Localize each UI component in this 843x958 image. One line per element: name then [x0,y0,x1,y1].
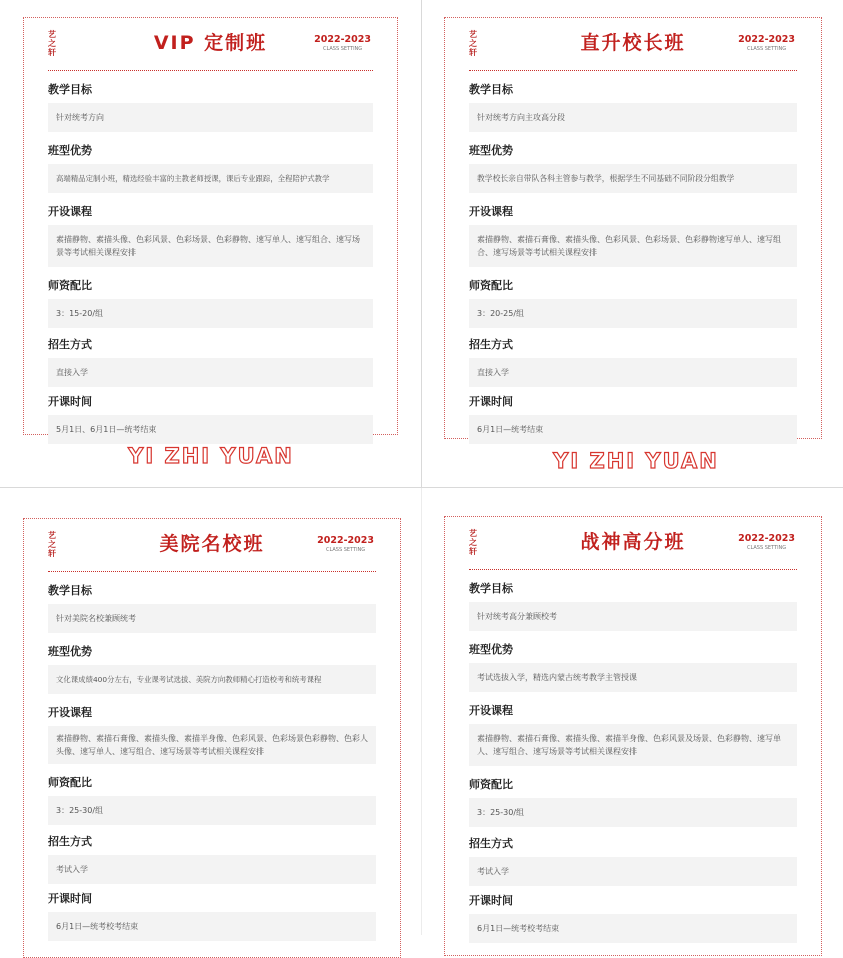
year-badge: 2022-2023 CLASS SETTING [738,34,795,52]
section-enrollment: 招生方式 直接入学 [469,336,797,387]
class-card-principal [444,17,822,439]
section-teacher-ratio: 师资配比 3：25-30/组 [48,774,376,825]
card-header [48,18,373,71]
section-start-time: 开课时间 6月1日—统考结束 [469,393,797,444]
section-start-time: 开课时间 5月1日、6月1日—统考结束 [48,393,373,444]
brand-logo: 艺 之 轩 [469,29,477,57]
section-teacher-ratio: 师资配比 3：15-20/组 [48,277,373,328]
section-class-advantage: 班型优势 考试选拔入学，精选内蒙古统考教学主管授课 [469,641,797,692]
brand-logo: 艺 之 轩 [48,530,56,558]
card-header [469,517,797,570]
section-teaching-goal: 教学目标 针对统考方向主攻高分段 [469,81,797,132]
section-courses: 开设课程 素描静物、素描石膏像、素描头像、素描半身像、色彩风景、色彩场景色彩静物、色彩人头像、速写单人、速写组合、速写场景等考试相关课程安排 [48,704,376,764]
card-header [469,18,797,71]
section-enrollment: 招生方式 考试入学 [48,833,376,884]
section-courses: 开设课程 素描静物、素描石膏像、素描头像、素描半身像、色彩风景及场景、色彩静物、速写单人、速写组合、速写场景等考试相关课程安排 [469,702,797,766]
card-header [48,519,376,572]
card-title: 战神高分班 [580,531,686,553]
vertical-divider-bottom [421,488,422,935]
section-enrollment: 招生方式 考试入学 [469,835,797,886]
class-card-high-score [444,516,822,956]
brand-wordmark: YI ZHI YUAN [553,449,719,473]
year-badge: 2022-2023 CLASS SETTING [317,535,374,553]
card-title: 美院名校班 [159,533,265,555]
brand-logo: 艺 之 轩 [469,528,477,556]
class-card-academy [23,518,401,958]
year-badge: 2022-2023 CLASS SETTING [738,533,795,551]
year-badge: 2022-2023 CLASS SETTING [314,34,371,52]
section-teacher-ratio: 师资配比 3：25-30/组 [469,776,797,827]
brand-wordmark: YI ZHI YUAN [128,444,294,468]
section-teaching-goal: 教学目标 针对统考方向 [48,81,373,132]
brand-logo: 艺 之 轩 [48,29,56,57]
vertical-divider-top [421,0,422,488]
section-start-time: 开课时间 6月1日—统考校考结束 [48,890,376,941]
section-teaching-goal: 教学目标 针对统考高分兼顾校考 [469,580,797,631]
section-teaching-goal: 教学目标 针对美院名校兼顾统考 [48,582,376,633]
section-start-time: 开课时间 6月1日—统考校考结束 [469,892,797,943]
section-class-advantage: 班型优势 文化课成绩400分左右，专业课考试选拔、美院方向教师精心打造校考和统考课程 [48,643,376,694]
section-courses: 开设课程 素描静物、素描头像、色彩风景、色彩场景、色彩静物、速写单人、速写组合、速写场景等考试相关课程安排 [48,203,373,267]
section-courses: 开设课程 素描静物、素描石膏像、素描头像、色彩风景、色彩场景、色彩静物速写单人、速写组合、速写场景等考试相关课程安排 [469,203,797,267]
section-enrollment: 招生方式 直接入学 [48,336,373,387]
card-title: VIP 定制班 [153,32,268,54]
class-card-vip [23,17,398,435]
section-teacher-ratio: 师资配比 3：20-25/组 [469,277,797,328]
section-class-advantage: 班型优势 高端精品定制小班，精选经验丰富的主教老师授课，课后专业跟踪，全程陪护式教学 [48,142,373,193]
section-class-advantage: 班型优势 教学校长亲自带队各科主管参与教学，根据学生不同基础不同阶段分组教学 [469,142,797,193]
card-title: 直升校长班 [580,32,686,54]
